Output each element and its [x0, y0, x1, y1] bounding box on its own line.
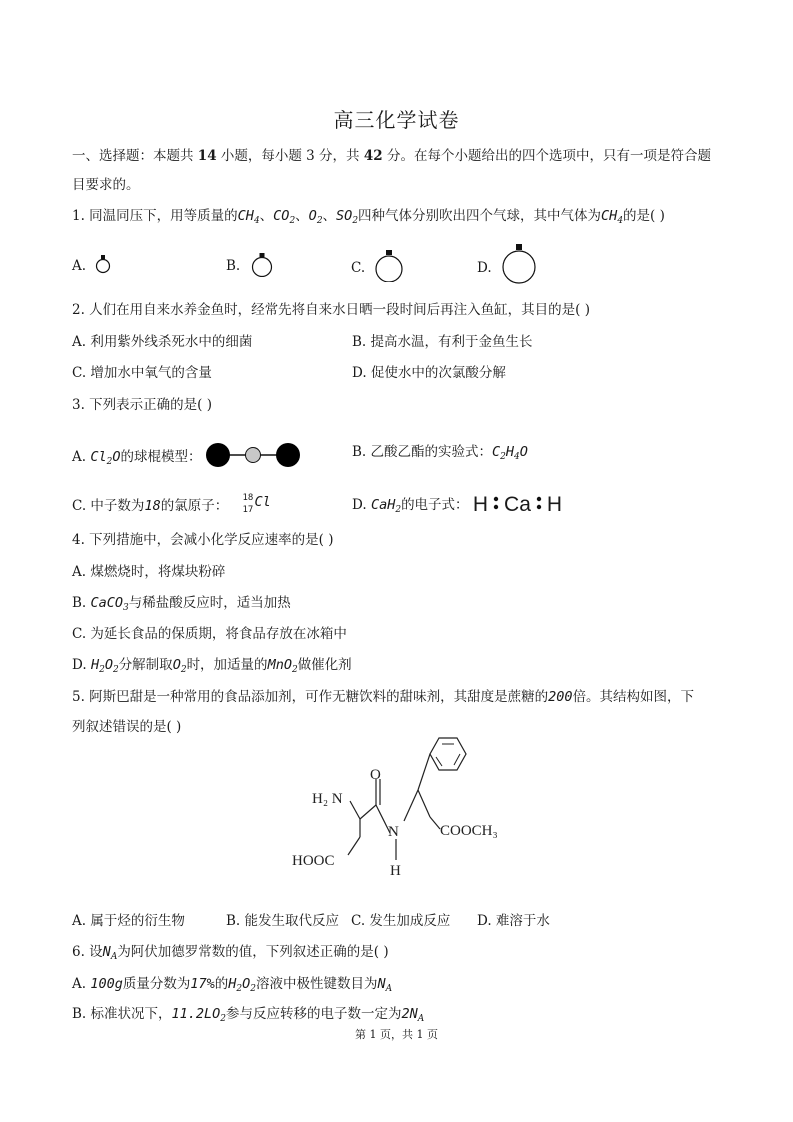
q5-option-a: A. 属于烃的衍生物 [72, 913, 185, 929]
q2-option-b: B. 提高水温，有利于金鱼生长 [352, 334, 533, 350]
electron-formula: H Ca H [472, 493, 563, 516]
chlorine-isotope-notation: 18 17 Cl [242, 493, 271, 515]
ester-group-label: COOCH₃ [440, 823, 498, 839]
q5-option-d: D. 难溶于水 [477, 913, 550, 929]
carbonyl-oxygen-label: O [370, 767, 381, 783]
question-2-stem: 2. 人们在用自来水养金鱼时，经常先将自来水日晒一段时间后再注入鱼缸，其目的是( ) [72, 302, 590, 318]
q4-option-d: D. $H_2O_2$分解制取$O_2$时，加适量的MnO$_2$做催化剂 [72, 657, 352, 675]
small-balloon-icon [92, 255, 114, 275]
question-1-stem: 1. 同温同压下，用等质量的$CH_4$、$CO_2$、$O_2$、$SO_2$四种气体分别吹出四个气球，其中气体为$CH_4$的是( ) [72, 208, 665, 226]
q2-option-d: D. 促使水中的次氯酸分解 [352, 365, 506, 381]
medium-balloon-icon [247, 253, 277, 277]
q3-option-a: A. $Cl_2O$的球棍模型： [72, 441, 302, 472]
amide-nitrogen-label: N [388, 824, 399, 840]
q1-option-b: B. [226, 253, 277, 277]
q5-option-c: C. 发生加成反应 [351, 913, 451, 929]
page-title: 高三化学试卷 [333, 108, 460, 132]
q3-option-c: C. 中子数为18的氯原子： 18 17 Cl [72, 494, 285, 516]
question-5-stem-cont: 列叙述错误的是( ) [72, 719, 182, 735]
carboxyl-group-label: HOOC [292, 853, 335, 869]
electron-pair-icon [491, 494, 501, 512]
q3-option-d: D. CaH$_2$的电子式： H Ca H [352, 493, 563, 516]
question-4-stem: 4. 下列措施中，会减小化学反应速率的是( ) [72, 532, 334, 548]
q2-option-a: A. 利用紫外线杀死水中的细菌 [72, 334, 253, 350]
ball-stick-model [206, 441, 302, 469]
q6-option-a: A. 100g质量分数为17%的$H_2O_2$溶液中极性键数目为$N_A$ [72, 976, 393, 994]
section-instructions-cont: 目要求的。 [72, 177, 140, 193]
question-3-stem: 3. 下列表示正确的是( ) [72, 397, 212, 413]
amino-group-label: H₂ N [312, 791, 343, 807]
q1-option-d: D. [477, 244, 540, 284]
q5-option-b: B. 能发生取代反应 [226, 913, 340, 929]
large-balloon-icon [371, 250, 407, 282]
section-instructions: 一、选择题：本题共 14 小题，每小题 3 分，共 42 分。在每个小题给出的四个选项中，只有一项是符合题 [72, 148, 711, 164]
largest-balloon-icon [498, 244, 540, 284]
aspartame-structure [290, 735, 540, 885]
q1-option-a: A. [72, 255, 114, 276]
q4-option-c: C. 为延长食品的保质期，将食品存放在冰箱中 [72, 626, 347, 642]
q3-option-b: B. 乙酸乙酯的实验式：$C_2H_4O$ [352, 444, 528, 462]
question-6-stem: 6. 设$N_A$为阿伏加德罗常数的值，下列叙述正确的是( ) [72, 944, 389, 962]
q4-option-b: B. CaCO$_3$与稀盐酸反应时，适当加热 [72, 595, 291, 613]
q4-option-a: A. 煤燃烧时，将煤块粉碎 [72, 564, 226, 580]
electron-pair-icon [534, 494, 544, 512]
amide-hydrogen-label: H [390, 863, 401, 879]
q2-option-c: C. 增加水中氧气的含量 [72, 365, 212, 381]
q6-option-b: B. 标准状况下，$11.2LO_2$参与反应转移的电子数一定为$2N_A$ [72, 1006, 425, 1024]
page-footer: 第 1 页，共 1 页 [355, 1028, 438, 1041]
question-5-stem: 5. 阿斯巴甜是一种常用的食品添加剂，可作无糖饮料的甜味剂，其甜度是蔗糖的200倍。其结构如图，下 [72, 689, 695, 705]
q1-option-c: C. [351, 250, 407, 282]
